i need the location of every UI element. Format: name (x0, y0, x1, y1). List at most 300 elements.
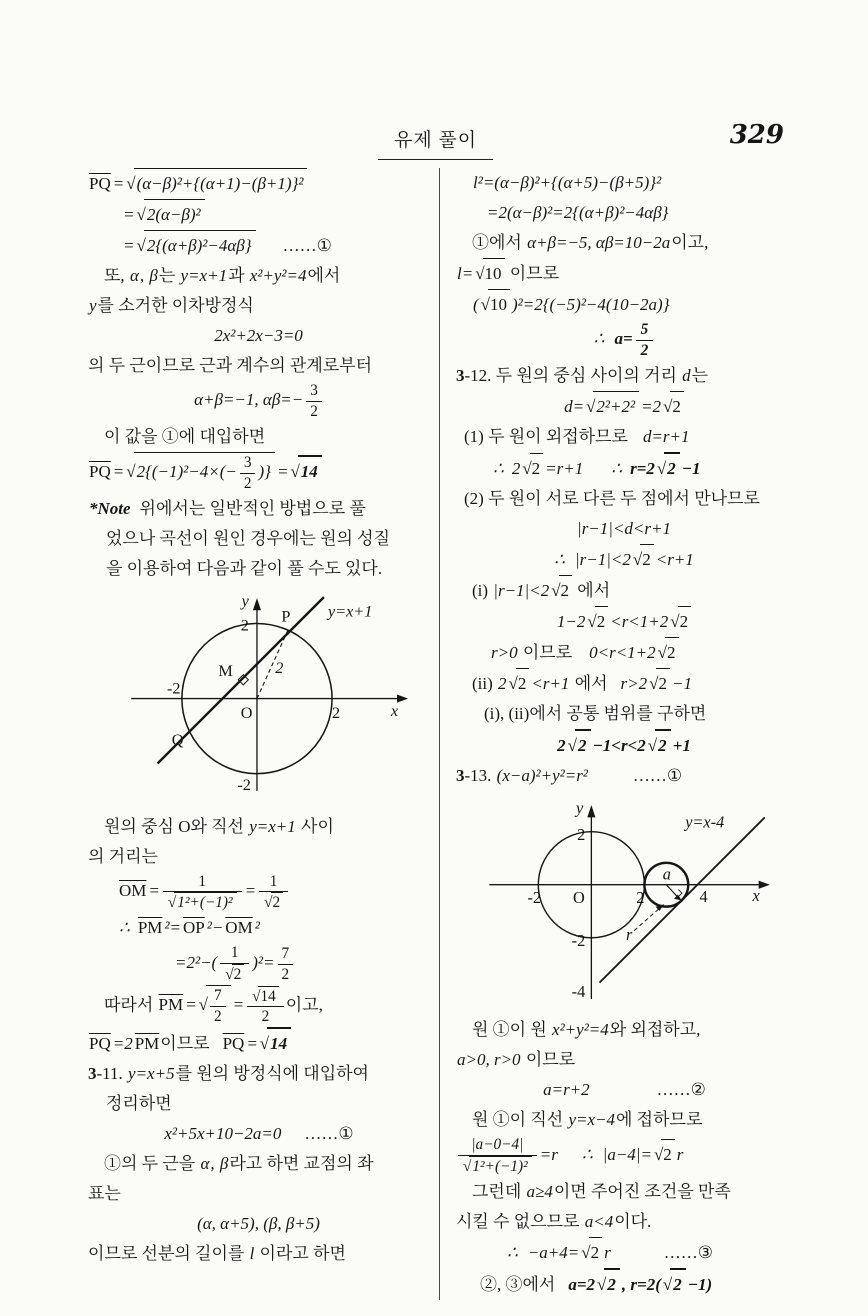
square-root (126, 453, 275, 492)
square-root (586, 397, 639, 416)
radical-icon: √ (463, 1157, 472, 1175)
radical-icon: √ (587, 611, 597, 631)
text-run: 이므로 (518, 642, 573, 662)
numerator (210, 986, 226, 1007)
text-run: -13. (464, 765, 496, 785)
radicand (593, 391, 639, 422)
center-a-label: a (662, 864, 671, 884)
radicand (530, 453, 544, 484)
text-line (88, 1239, 429, 1269)
equation-line (456, 1075, 792, 1105)
bold-math-run: 14 (300, 462, 318, 482)
radical-icon: √ (264, 894, 273, 912)
x-tick-4: 4 (699, 886, 708, 906)
text-run: (ii) (472, 673, 498, 693)
text-run: 2 (667, 642, 676, 662)
x-tick-2: 2 (636, 887, 645, 907)
radicand (174, 892, 236, 913)
text-line (88, 1027, 429, 1059)
math-run: ²= (164, 918, 181, 938)
math-run: 2²+2² (596, 396, 636, 416)
text-line (456, 289, 792, 320)
math-run: α+β=−5, αβ=10−2a (527, 233, 671, 252)
text-run: 이므로 (160, 1034, 210, 1054)
denominator (636, 341, 654, 361)
square-root (663, 397, 684, 416)
text-run: 었으나 곡선이 원인 경우에는 원의 성질 (106, 528, 391, 548)
page-title: 유제 풀이 (378, 126, 493, 160)
radical-icon: √ (567, 735, 577, 755)
text-line (88, 1059, 429, 1089)
radical-icon: √ (167, 894, 177, 912)
math-run: β (219, 1154, 229, 1174)
text-run: 는 (691, 365, 709, 385)
math-run: |a−0−4| (471, 1135, 524, 1153)
denominator (458, 1156, 537, 1177)
radicand (258, 986, 278, 1007)
radicand (640, 544, 654, 575)
math-run: y=x−4 (568, 1109, 615, 1129)
math-run: |r−1|<2 (493, 580, 550, 600)
radical-icon: √ (126, 462, 136, 482)
math-run: = (112, 462, 125, 482)
text-line (88, 985, 429, 1027)
text-run: ……③ (663, 1242, 713, 1262)
text-run: 이므로 (505, 264, 560, 283)
text-run: 2 (642, 549, 651, 569)
radical-icon: √ (647, 735, 658, 755)
text-run: , (210, 1154, 219, 1174)
math-run: r (676, 1144, 684, 1164)
circle-line-diagram (91, 590, 427, 798)
radical-icon: √ (662, 1274, 673, 1294)
bold-text-run: 3 (88, 1064, 97, 1084)
text-line (88, 1089, 429, 1119)
math-run: = (185, 995, 197, 1015)
x-tick-2: 2 (331, 703, 340, 722)
text-run: 3 (243, 453, 252, 471)
text-line (456, 1177, 792, 1207)
equation-line (456, 729, 792, 761)
text-run: 또, (104, 266, 129, 285)
text-run: ①의 두 근을 (104, 1154, 200, 1174)
math-run: a<4 (584, 1211, 614, 1231)
math-run: d= (564, 396, 585, 416)
text-line (456, 1105, 792, 1135)
text-run: 원 ①이 원 (472, 1019, 552, 1039)
radicand (575, 729, 591, 761)
math-run: l= (457, 264, 474, 283)
bold-math-run: r=2 (630, 458, 655, 478)
radical-icon: √ (480, 295, 491, 314)
equation-line (456, 544, 792, 575)
radicand (488, 289, 510, 320)
radicand (656, 668, 670, 699)
math-run: =2(α−β)²=2{(α+β)²−4αβ} (487, 203, 669, 222)
text-run: 이다. (614, 1211, 652, 1231)
bold-math-run: 2 (607, 1274, 616, 1294)
radicand (664, 452, 680, 484)
math-run: = (148, 881, 160, 901)
text-run: 2 (672, 396, 681, 416)
overline-segment: $\overline{PM}$ (137, 918, 163, 938)
text-run: 와 외접하고, (609, 1019, 701, 1039)
radical-icon: √ (670, 611, 680, 631)
text-line (456, 1135, 792, 1177)
text-run: 2 (531, 458, 541, 478)
radius-r-label: r (626, 924, 633, 944)
radicand (298, 455, 322, 487)
bold-math-run: −1<r<2 (592, 735, 646, 755)
radical-icon: √ (632, 549, 643, 569)
radical-icon: √ (649, 673, 659, 693)
square-root (264, 894, 283, 911)
overline-segment: $\overline{PQ}$ (89, 174, 111, 193)
bold-math-run: −1) (687, 1274, 713, 1294)
text-run: (2) 두 원이 서로 다른 두 점에서 만나므로 (464, 488, 760, 508)
bold-math-run: 5 (640, 321, 649, 338)
math-run: ∴ (119, 918, 130, 938)
bold-math-run: 2 (667, 458, 676, 478)
radicand (206, 985, 231, 1027)
text-run: 에서 (573, 580, 611, 600)
text-run: 에서 (307, 266, 341, 285)
square-root (649, 674, 670, 693)
text-run: 따라서 (104, 995, 158, 1015)
radicand (267, 1027, 291, 1059)
radicand (134, 452, 275, 494)
radical-icon: √ (290, 462, 300, 482)
numerator (636, 320, 654, 341)
math-run: =2 (112, 1034, 133, 1054)
numerator (220, 943, 249, 964)
fraction (278, 944, 294, 985)
square-root (260, 1034, 291, 1053)
bold-math-run: *Note (89, 498, 131, 518)
square-root (290, 462, 321, 481)
math-run: = (232, 995, 245, 1015)
text-run: 원 ①이 직선 (472, 1109, 568, 1129)
radicand (144, 230, 256, 261)
text-run: 이고, (285, 995, 323, 1015)
radicand (678, 606, 692, 637)
bold-math-run: 2 (557, 735, 566, 755)
diagram-two-circles-tangent (456, 797, 792, 1011)
text-run: 이므로 (521, 1049, 576, 1069)
math-run: ∴ (581, 1144, 593, 1164)
y-axis-arrow-icon (252, 598, 260, 610)
denominator (259, 892, 288, 913)
radicand (134, 168, 308, 199)
bold-math-run: a=2 (568, 1274, 596, 1294)
denominator (163, 892, 242, 913)
math-run: = (112, 174, 125, 193)
fraction (163, 872, 242, 914)
square-root (663, 1275, 686, 1294)
radical-icon: √ (225, 966, 234, 984)
math-run: 2x²+2x−3=0 (214, 326, 303, 345)
text-run: 1 (269, 872, 278, 890)
text-run: 7 (281, 944, 290, 962)
radicand (559, 575, 573, 606)
math-run: ∴ (611, 458, 623, 478)
y-tick-neg2: -2 (236, 775, 251, 794)
text-line (88, 943, 429, 985)
math-run: l²=(α−β)²+{(α+5)−(β+5)}² (473, 173, 662, 192)
square-root (198, 987, 231, 1025)
numerator (278, 944, 294, 965)
text-run: 3 (310, 382, 318, 399)
text-run: 2 (281, 965, 290, 983)
square-root (648, 736, 671, 755)
square-root (658, 643, 679, 662)
text-run: 정리하면 (106, 1094, 172, 1114)
bold-math-run: a= (614, 329, 633, 349)
radicand (483, 258, 505, 289)
radicand (665, 637, 679, 668)
bold-math-run: 14 (270, 1034, 288, 1054)
fraction (240, 453, 256, 494)
radical-icon: √ (252, 987, 261, 1005)
text-line (88, 842, 429, 872)
text-line (88, 422, 429, 452)
text-run: 에 접하므로 (616, 1109, 703, 1129)
overline-segment: $\overline{PQ}$ (222, 1034, 245, 1054)
radical-icon: √ (656, 458, 667, 478)
two-circle-diagram (456, 797, 792, 1001)
math-run: (α, α+5), (β, β+5) (197, 1214, 320, 1234)
math-run: =r+1 (545, 458, 584, 478)
square-root (551, 581, 572, 600)
text-run: 시킬 수 없으므로 (456, 1211, 584, 1231)
numerator (458, 1135, 537, 1156)
math-run: =r (539, 1144, 558, 1164)
equation-line (456, 514, 792, 544)
square-root (654, 1145, 675, 1164)
y-tick-2: 2 (240, 616, 249, 635)
square-root (252, 988, 279, 1005)
text-run: 이면 주어진 조건을 만족 (553, 1181, 731, 1201)
point-m-label: M (217, 661, 233, 680)
text-line (456, 1045, 792, 1075)
radicand (144, 199, 205, 230)
text-run: 2 (233, 966, 242, 984)
radical-icon: √ (551, 580, 561, 600)
x-tick-neg2: -2 (166, 678, 181, 697)
text-run: 표는 (88, 1184, 121, 1204)
fraction (306, 381, 322, 422)
radicand (469, 1156, 531, 1177)
square-root (136, 236, 255, 255)
math-run: )} (258, 462, 271, 482)
text-run: 위에서는 일반적인 방법으로 풀 (139, 498, 366, 518)
radicand (655, 729, 671, 761)
numerator (247, 986, 284, 1008)
point-p-label: P (280, 606, 290, 625)
equation-line (88, 1119, 429, 1149)
square-root (509, 674, 530, 693)
math-run: y (89, 296, 97, 315)
text-run: ①에서 (472, 233, 527, 252)
math-run: ∴ (593, 329, 605, 349)
y-tick-neg2: -2 (571, 930, 586, 950)
math-run: a≥4 (526, 1181, 553, 1201)
radical-icon: √ (508, 673, 518, 693)
text-run: (i), (ii)에서 공통 범위를 구하면 (484, 703, 707, 723)
text-run: (i) (472, 580, 493, 600)
x-axis-label: x (390, 701, 398, 720)
right-angle-mark (678, 889, 682, 896)
math-run: |a−4|= (602, 1144, 652, 1164)
text-run: 7 (213, 987, 222, 1004)
text-run: -11. (96, 1064, 128, 1084)
text-run: -12. 두 원의 중심 사이의 거리 (464, 365, 682, 385)
radicand (604, 1268, 620, 1300)
math-run: r>2 (620, 673, 648, 693)
x-tick-neg2: -2 (527, 887, 542, 907)
line-equation-label: y=x+1 (327, 601, 372, 620)
bold-text-run: 3 (456, 765, 465, 785)
equation-line (456, 320, 792, 361)
text-run: 14 (260, 987, 276, 1005)
square-root (225, 966, 244, 983)
math-run: −1 (671, 673, 692, 693)
radicand (271, 892, 284, 913)
text-line (456, 668, 792, 699)
bold-math-run: +1 (672, 735, 691, 755)
math-run: )²= (252, 953, 275, 973)
overline-segment: $\overline{PM}$ (158, 995, 184, 1015)
overline-segment: $\overline{PQ}$ (89, 1034, 111, 1054)
square-root (587, 612, 608, 631)
text-line (456, 1268, 792, 1300)
math-run: −a+4= (527, 1242, 580, 1262)
text-line (456, 258, 792, 289)
text-run: 2 (243, 474, 252, 492)
math-run: x²+y²=4 (249, 266, 307, 285)
square-root (568, 736, 591, 755)
text-run: 2 (596, 611, 606, 631)
origin-label: O (240, 703, 252, 722)
text-run: 의 거리는 (88, 846, 158, 866)
text-line (88, 351, 429, 381)
text-line (88, 494, 429, 524)
radical-icon: √ (259, 1034, 270, 1054)
text-run: 10 (484, 264, 502, 283)
text-run: ……① (282, 236, 332, 255)
text-run: 는 (158, 266, 180, 285)
text-run: 사이 (296, 816, 334, 836)
math-run: x²+5x+10−2a=0 (164, 1124, 282, 1144)
radicand (595, 606, 609, 637)
equation-line (456, 606, 792, 637)
text-line (456, 198, 792, 228)
radical-icon: √ (126, 174, 136, 193)
text-line (456, 168, 792, 198)
radical-icon: √ (597, 1274, 607, 1294)
square-root (597, 1275, 620, 1294)
origin-label: O (573, 887, 585, 907)
numerator (306, 381, 322, 402)
text-run: 를 소거한 이차방정식 (97, 296, 254, 315)
text-line (88, 1149, 429, 1179)
radicand (589, 1237, 603, 1268)
denominator (210, 1007, 226, 1027)
radicand (661, 1139, 675, 1170)
two-column-body (0, 164, 868, 1300)
radicand (232, 964, 245, 985)
radical-icon: √ (198, 995, 208, 1015)
x-axis-label: x (752, 885, 760, 905)
bold-math-run: 2 (658, 735, 667, 755)
page-number: 329 (729, 120, 784, 150)
text-line (456, 422, 792, 452)
math-run: α+β=−1, αβ=− (194, 390, 304, 410)
y-axis-arrow-icon (587, 805, 595, 817)
math-run: r (604, 1242, 611, 1262)
math-run: ∴ (493, 458, 504, 478)
numerator (259, 872, 288, 893)
math-run: <r+1 (655, 549, 694, 569)
math-run: y=x+5 (128, 1064, 175, 1084)
bold-text-run: 3 (456, 365, 465, 385)
math-run: =2 (641, 396, 662, 416)
text-line (88, 291, 429, 321)
math-run: =2²−( (175, 953, 218, 973)
radical-icon: √ (136, 205, 146, 224)
overline-segment: $\overline{OP}$ (182, 918, 205, 938)
line-equation-label: y=x-4 (685, 812, 725, 832)
text-line (88, 230, 429, 261)
text-run: ……① (304, 1124, 354, 1144)
text-line (456, 637, 792, 668)
text-line (88, 524, 429, 554)
line-y-equals-x-minus-4 (600, 817, 765, 982)
y-tick-2: 2 (577, 824, 586, 844)
text-run: 1 (230, 944, 239, 962)
fraction (220, 943, 249, 985)
radius-arrow-icon (674, 894, 682, 900)
text-run: 2 (272, 894, 281, 912)
text-run: ……① (632, 765, 683, 785)
bold-math-run: 2 (640, 341, 649, 359)
math-run: d=r+1 (642, 426, 690, 446)
text-run: 원의 중심 O와 직선 (104, 816, 249, 836)
text-run: 이므로 선분의 길이를 (88, 1244, 249, 1264)
text-line (88, 1179, 429, 1209)
math-run: 1−2 (556, 611, 586, 631)
math-run: (x−a)²+y²=r² (496, 765, 588, 785)
text-line (456, 1237, 792, 1268)
radicand (516, 668, 530, 699)
bold-math-run: 2 (673, 1274, 682, 1294)
y-tick-neg4: -4 (571, 981, 586, 1001)
text-line (88, 261, 429, 291)
math-run: = (123, 205, 135, 224)
text-run: 에서 (570, 673, 608, 693)
text-line (456, 361, 792, 391)
square-root (670, 612, 691, 631)
math-run: y=x+1 (249, 816, 296, 836)
overline-segment: $\overline{PM}$ (134, 1034, 160, 1054)
math-run: ∴ (554, 549, 565, 569)
math-run: 2 (498, 673, 507, 693)
math-run: ∴ (507, 1242, 518, 1262)
text-line (456, 452, 792, 484)
math-run: x²+y²=4 (552, 1019, 609, 1039)
point-q-label: Q (171, 730, 183, 749)
text-run: 2 (663, 1144, 672, 1164)
